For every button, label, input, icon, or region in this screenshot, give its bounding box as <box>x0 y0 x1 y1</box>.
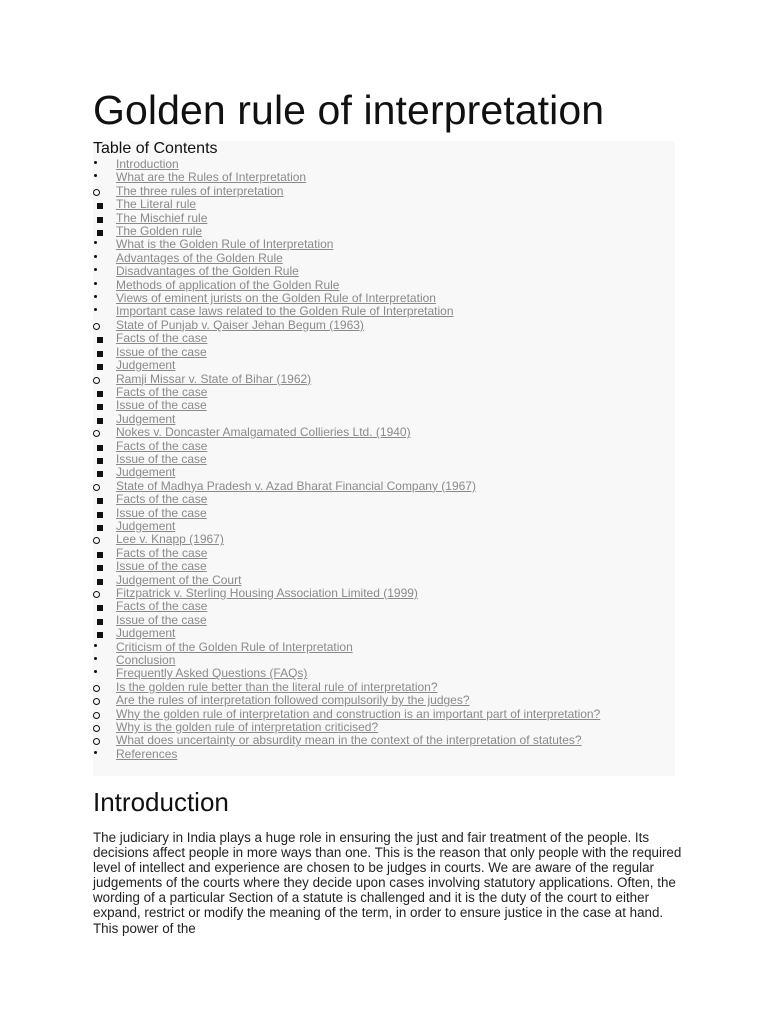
bullet-disc-icon <box>93 641 107 654</box>
toc-link[interactable]: Facts of the case <box>116 492 208 507</box>
toc-link[interactable]: Judgement of the Court <box>116 572 242 587</box>
bullet-disc-icon <box>93 279 107 292</box>
bullet-circle-icon <box>93 480 107 493</box>
toc-item <box>93 292 675 305</box>
bullet-circle-icon <box>93 533 107 546</box>
toc-item <box>93 708 675 721</box>
toc-item <box>93 587 675 600</box>
bullet-disc-icon <box>93 171 107 184</box>
toc-item <box>93 238 675 251</box>
toc-item <box>93 279 675 292</box>
bullet-square-icon <box>93 547 107 560</box>
bullet-circle-icon <box>93 185 107 198</box>
toc-link[interactable]: Issue of the case <box>116 612 207 627</box>
toc-link[interactable]: Facts of the case <box>116 331 208 346</box>
toc-item <box>93 265 675 278</box>
toc-link[interactable]: Why is the golden rule of interpretation criticised? <box>116 720 379 735</box>
toc-link[interactable]: What are the Rules of Interpretation <box>116 170 307 185</box>
toc-item <box>93 399 675 412</box>
introduction-paragraph: The judiciary in India plays a huge role in ensuring the just and fair treatment of the people. Its decisions affect people in more ways than one. This is the reason that only people with the required level of intellect and experience are chosen to be judges in courts. We are aware of the regular judgements of the courts where they decide upon cases involving statutory applications. Often, the wording of a particular Section of a statute is challenged and it is the duty of the court to either expand, restrict or modify the meaning of the term, in order to ensure justice in the case at hand. This power of the <box>93 830 682 936</box>
toc-item <box>93 641 675 654</box>
toc-item <box>93 734 675 747</box>
bullet-square-icon <box>93 359 107 372</box>
toc-link[interactable]: Disadvantages of the Golden Rule <box>116 264 299 279</box>
bullet-disc-icon <box>93 292 107 305</box>
bullet-square-icon <box>93 225 107 238</box>
toc-item <box>93 386 675 399</box>
toc-link[interactable]: The Golden rule <box>116 224 203 239</box>
toc-item <box>93 507 675 520</box>
toc-item <box>93 359 675 372</box>
bullet-square-icon <box>93 600 107 613</box>
toc-link[interactable]: Views of eminent jurists on the Golden Rule of Interpretation <box>116 291 436 306</box>
toc-item <box>93 533 675 546</box>
bullet-circle-icon <box>93 373 107 386</box>
toc-link[interactable]: Facts of the case <box>116 545 208 560</box>
toc-link[interactable]: Issue of the case <box>116 398 207 413</box>
toc-link[interactable]: Issue of the case <box>116 344 207 359</box>
toc-item <box>93 520 675 533</box>
page-title: Golden rule of interpretation <box>93 87 605 133</box>
bullet-square-icon <box>93 614 107 627</box>
toc-item <box>93 225 675 238</box>
bullet-square-icon <box>93 560 107 573</box>
bullet-square-icon <box>93 507 107 520</box>
toc-item <box>93 694 675 707</box>
toc-item <box>93 252 675 265</box>
toc-item <box>93 480 675 493</box>
toc-list <box>93 158 675 761</box>
bullet-disc-icon <box>93 305 107 318</box>
bullet-square-icon <box>93 453 107 466</box>
toc-heading: Table of Contents <box>93 140 218 157</box>
toc-item <box>93 748 675 761</box>
toc-link[interactable]: The three rules of interpretation <box>116 183 284 198</box>
toc-item <box>93 185 675 198</box>
bullet-square-icon <box>93 574 107 587</box>
section-heading-introduction: Introduction <box>93 787 229 817</box>
bullet-circle-icon <box>93 721 107 734</box>
toc-link[interactable]: Is the golden rule better than the literal rule of interpretation? <box>116 679 438 694</box>
toc-link[interactable]: Ramji Missar v. State of Bihar (1962) <box>116 371 312 386</box>
toc-item <box>93 681 675 694</box>
bullet-square-icon <box>93 520 107 533</box>
bullet-disc-icon <box>93 158 107 171</box>
bullet-circle-icon <box>93 694 107 707</box>
toc-item <box>93 346 675 359</box>
toc-item <box>93 667 675 680</box>
bullet-square-icon <box>93 332 107 345</box>
toc-link[interactable]: Fitzpatrick v. Sterling Housing Association Limited (1999) <box>116 586 418 600</box>
toc-item <box>93 171 675 184</box>
toc-item <box>93 654 675 667</box>
toc-item <box>93 373 675 386</box>
toc-item <box>93 600 675 613</box>
toc-item <box>93 493 675 506</box>
bullet-square-icon <box>93 413 107 426</box>
bullet-circle-icon <box>93 734 107 747</box>
toc-link[interactable]: What does uncertainty or absurdity mean in the context of the interpretation of statutes? <box>116 733 582 748</box>
toc-link[interactable]: Facts of the case <box>116 438 208 453</box>
toc-item <box>93 413 675 426</box>
toc-item <box>93 614 675 627</box>
toc-link[interactable]: Issue of the case <box>116 451 207 466</box>
toc-item <box>93 560 675 573</box>
toc-link[interactable]: Conclusion <box>116 653 176 668</box>
toc-link[interactable]: Facts of the case <box>116 384 208 399</box>
bullet-square-icon <box>93 466 107 479</box>
toc-item <box>93 198 675 211</box>
toc-item <box>93 332 675 345</box>
bullet-square-icon <box>93 440 107 453</box>
bullet-square-icon <box>93 212 107 225</box>
bullet-circle-icon <box>93 319 107 332</box>
toc-item <box>93 440 675 453</box>
toc-link[interactable]: References <box>116 746 178 761</box>
toc-item <box>93 721 675 734</box>
bullet-circle-icon <box>93 587 107 600</box>
toc-link[interactable]: Are the rules of interpretation followed compulsorily by the judges? <box>116 693 470 708</box>
toc-link[interactable]: Judgement <box>116 465 176 480</box>
toc-link[interactable]: Issue of the case <box>116 559 207 574</box>
toc-link[interactable]: The Literal rule <box>116 197 197 212</box>
bullet-square-icon <box>93 198 107 211</box>
toc-link[interactable]: Methods of application of the Golden Rule <box>116 277 340 292</box>
bullet-square-icon <box>93 399 107 412</box>
toc-link[interactable]: Facts of the case <box>116 599 208 614</box>
toc-item <box>93 547 675 560</box>
bullet-disc-icon <box>93 265 107 278</box>
toc-link[interactable]: State of Punjab v. Qaiser Jehan Begum (1963) <box>116 317 364 332</box>
bullet-square-icon <box>93 493 107 506</box>
toc-link[interactable]: State of Madhya Pradesh v. Azad Bharat Financial Company (1967) <box>116 478 476 493</box>
bullet-disc-icon <box>93 654 107 667</box>
bullet-disc-icon <box>93 252 107 265</box>
toc-link[interactable]: Judgement <box>116 626 176 641</box>
bullet-disc-icon <box>93 667 107 680</box>
toc-link[interactable]: What is the Golden Rule of Interpretation <box>116 237 334 252</box>
toc-item <box>93 158 675 171</box>
toc-item <box>93 426 675 439</box>
toc-link[interactable]: Introduction <box>116 157 179 171</box>
toc-link[interactable]: Judgement <box>116 411 176 426</box>
toc-link[interactable]: Judgement <box>116 358 176 373</box>
bullet-disc-icon <box>93 748 107 761</box>
toc-link[interactable]: Judgement <box>116 518 176 533</box>
bullet-square-icon <box>93 346 107 359</box>
toc-link[interactable]: Why the golden rule of interpretation and construction is an important part of interpretation? <box>116 706 601 721</box>
bullet-circle-icon <box>93 681 107 694</box>
bullet-square-icon <box>93 386 107 399</box>
toc-item <box>93 212 675 225</box>
toc-link[interactable]: Advantages of the Golden Rule <box>116 250 283 265</box>
toc-item <box>93 466 675 479</box>
toc-item <box>93 574 675 587</box>
toc-link[interactable]: Lee v. Knapp (1967) <box>116 532 224 547</box>
bullet-disc-icon <box>93 238 107 251</box>
toc-item <box>93 627 675 640</box>
bullet-square-icon <box>93 627 107 640</box>
toc-item <box>93 305 675 318</box>
toc-item <box>93 453 675 466</box>
toc-link[interactable]: Issue of the case <box>116 505 207 520</box>
toc-link[interactable]: Important case laws related to the Golden Rule of Interpretation <box>116 304 454 319</box>
bullet-circle-icon <box>93 708 107 721</box>
toc-link[interactable]: Frequently Asked Questions (FAQs) <box>116 666 308 681</box>
toc-item <box>93 319 675 332</box>
toc-link[interactable]: The Mischief rule <box>116 210 208 225</box>
toc-link[interactable]: Nokes v. Doncaster Amalgamated Collieries Ltd. (1940) <box>116 425 411 440</box>
bullet-circle-icon <box>93 426 107 439</box>
toc-link[interactable]: Criticism of the Golden Rule of Interpretation <box>116 639 353 654</box>
